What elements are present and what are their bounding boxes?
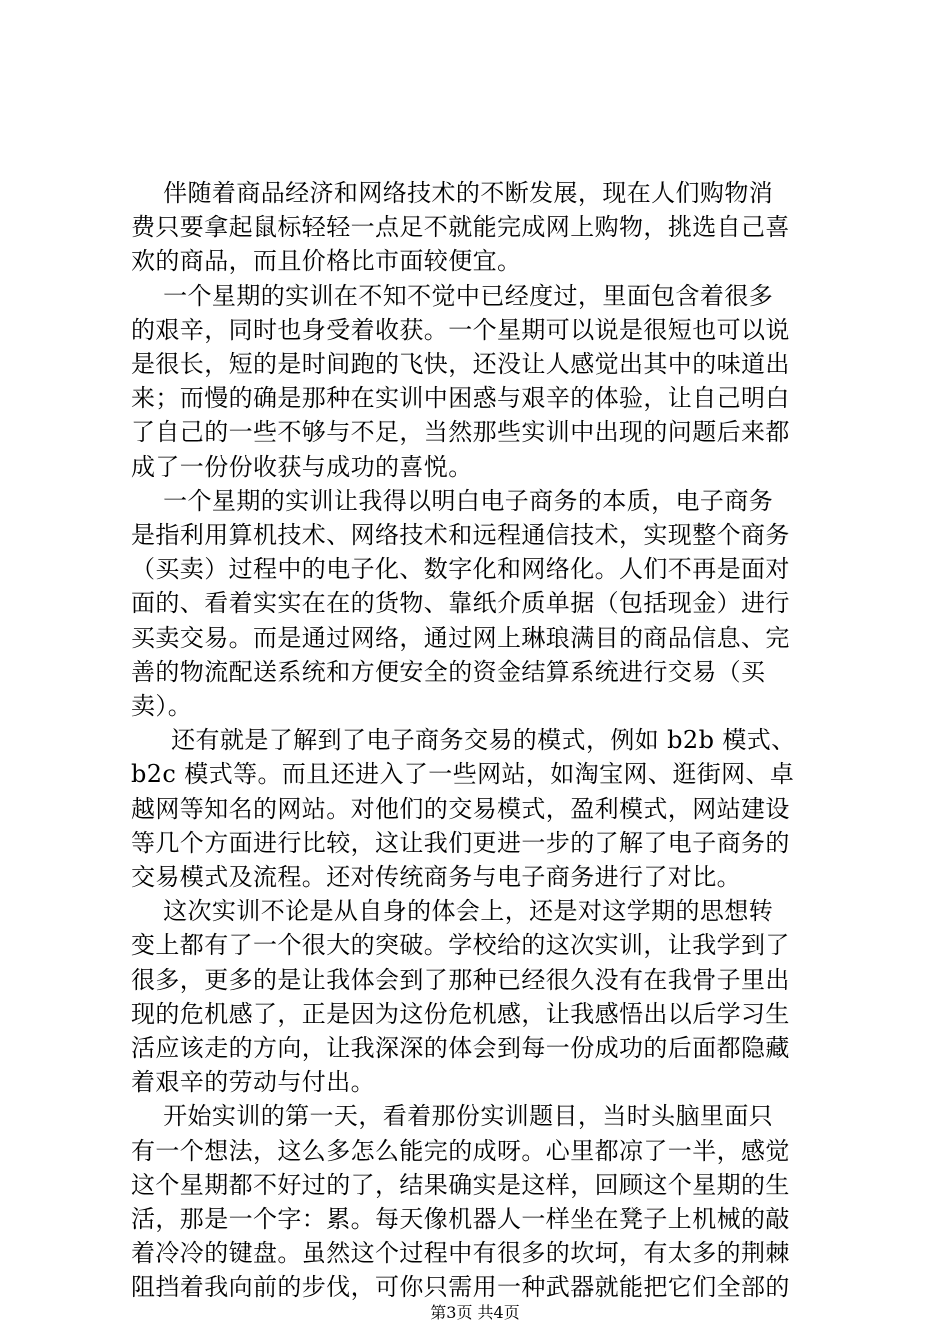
text-line: 一个星期的实训在不知不觉中已经度过，里面包含着很多 xyxy=(131,281,774,310)
text-line: 现的危机感了，正是因为这份危机感，让我感悟出以后学习生 xyxy=(131,999,790,1028)
text-line: 活应该走的方向，让我深深的体会到每一份成功的后面都隐藏 xyxy=(131,1034,790,1062)
text-line: 买卖交易。而是通过网络，通过网上琳琅满目的商品信息、完 xyxy=(131,623,790,652)
text-line: 活，那是一个字：累。每天像机器人一样坐在凳子上机械的敲 xyxy=(131,1205,790,1233)
text-line: 欢的商品，而且价格比市面较便宜。 xyxy=(131,247,522,276)
text-line: 还有就是了解到了电子商务交易的模式，例如 b2b 模式、 xyxy=(131,726,796,755)
page-footer: 第3页 共4页 xyxy=(430,1303,520,1322)
text-line: 面的、看着实实在在的货物、靠纸介质单据（包括现金）进行 xyxy=(131,589,790,618)
text-line: 伴随着商品经济和网络技术的不断发展，现在人们购物消 xyxy=(131,179,774,207)
text-line: 善的物流配送系统和方便安全的资金结算系统进行交易（买 xyxy=(131,657,766,686)
text-line: 变上都有了一个很大的突破。学校给的这次实训，让我学到了 xyxy=(131,931,790,960)
text-line: 费只要拿起鼠标轻轻一点足不就能完成网上购物，挑选自己喜 xyxy=(131,213,790,242)
text-line: 了自己的一些不够与不足，当然那些实训中出现的问题后来都 xyxy=(131,418,790,447)
text-line: 有一个想法，这么多怎么能完的成呀。心里都凉了一半，感觉 xyxy=(131,1136,790,1165)
text-line: 成了一份份收获与成功的喜悦。 xyxy=(131,452,473,481)
text-line: 着艰辛的劳动与付出。 xyxy=(131,1068,375,1097)
text-line: 一个星期的实训让我得以明白电子商务的本质，电子商务 xyxy=(131,486,774,515)
text-line: 很多，更多的是让我体会到了那种已经很久没有在我骨子里出 xyxy=(131,965,790,994)
text-line: 是很长，短的是时间跑的飞快，还没让人感觉出其中的味道出 xyxy=(131,350,790,378)
text-line: 是指利用算机技术、网络技术和远程通信技术，实现整个商务 xyxy=(131,521,790,549)
text-line: 着冷冷的键盘。虽然这个过程中有很多的坎坷，有太多的荆棘 xyxy=(131,1239,790,1268)
text-line: 等几个方面进行比较，这让我们更进一步的了解了电子商务的 xyxy=(131,828,790,857)
text-line: 卖）。 xyxy=(131,692,193,720)
text-line: 这次实训不论是从自身的体会上，还是对这学期的思想转 xyxy=(131,897,774,926)
text-line: （买卖）过程中的电子化、数字化和网络化。人们不再是面对 xyxy=(131,555,790,584)
text-line: 越网等知名的网站。对他们的交易模式，盈利模式，网站建设 xyxy=(131,794,790,823)
text-line: 这个星期都不好过的了，结果确实是这样，回顾这个星期的生 xyxy=(131,1170,790,1199)
text-line: b2c 模式等。而且还进入了一些网站，如淘宝网、逛街网、卓 xyxy=(131,760,795,789)
text-line: 的艰辛，同时也身受着收获。一个星期可以说是很短也可以说 xyxy=(131,315,790,344)
text-line: 阻挡着我向前的步伐，可你只需用一种武器就能把它们全部的 xyxy=(131,1273,790,1302)
text-line: 交易模式及流程。还对传统商务与电子商务进行了对比。 xyxy=(131,863,741,891)
text-line: 来；而慢的确是那种在实训中困惑与艰辛的体验，让自己明白 xyxy=(131,384,790,413)
text-line: 开始实训的第一天，看着那份实训题目，当时头脑里面只 xyxy=(131,1102,774,1131)
